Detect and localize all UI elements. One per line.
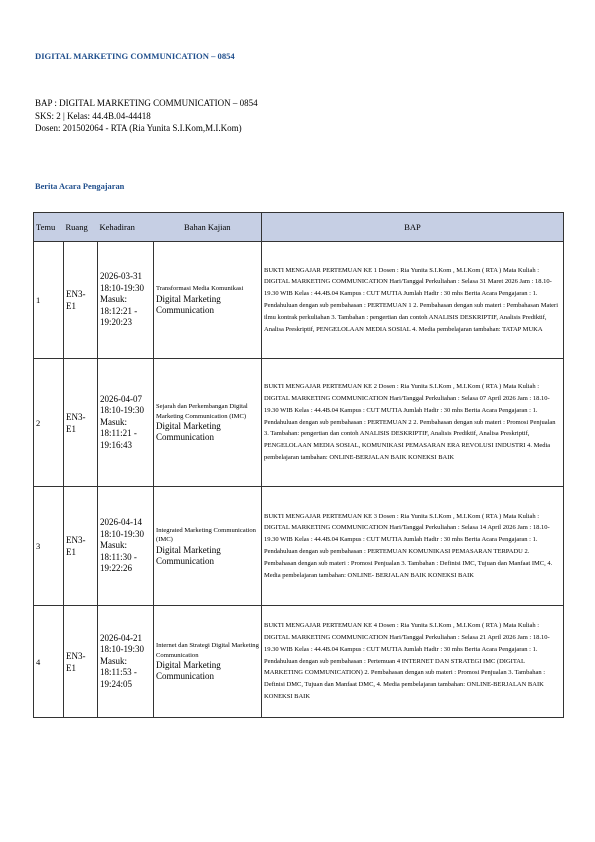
mata-kuliah: Digital Marketing Communication: [156, 421, 221, 442]
dosen-line: Dosen: 201502064 - RTA (Ria Yunita S.I.Kom,M.I.Kom): [35, 123, 242, 133]
temu-cell: 2: [34, 359, 64, 487]
mata-kuliah: Digital Marketing Communication: [156, 660, 221, 681]
topik: Integrated Marketing Communication (IMC): [156, 526, 256, 543]
ruang-cell: EN3-E1: [64, 606, 98, 718]
header-kehadiran: Kehadiran: [98, 213, 154, 242]
topik: Internet dan Strategi Digital Marketing Communication: [156, 642, 259, 659]
bahan-kajian-cell: [154, 487, 262, 606]
keluar-time: 19:20:23: [100, 317, 133, 328]
header-bap: BAP: [262, 213, 564, 242]
jam: 18:10-19:30: [100, 644, 144, 655]
jam: 18:10-19:30: [100, 405, 144, 416]
course-meta: [35, 97, 258, 135]
kehadiran-cell: [98, 606, 154, 718]
bap-cell: BUKTI MENGAJAR PERTEMUAN KE 2 Dosen : Ria Yunita S.I.Kom , M.I.Kom ( RTA ) Mata Kuliah : DIGITAL MARKETING COMMUNICATION Hari/Tanggal Perkuliahan : Selasa 07 April 2026 Jam : 18.10-19.30 WIB Kelas : 44.4B.04 Kampus : CUT MUTIA Jumlah Hadir : 30 mhs Berita Acara Pengajaran : 1. Pendahuluan dengan sub pembahasan : PERTEMUAN 2 2. Pembahasan dengan sub materi : Promosi Penjualan 3. Tambahan: pengertian dan contoh ANALISIS DESKRIPTIF, Analisis Prediktif, Analisa Preskriptif, PENGELOLAAN MEDIA SOSIAL, KOMUNIKASI PEMASARAN ERA REVOLUSI INDUSTRI 4. Media pembelajaran tambahan: ONLINE-BERJALAN BAIK KONEKSI BAIK: [262, 359, 564, 487]
header-temu: Temu: [34, 213, 64, 242]
kehadiran-cell: [98, 487, 154, 606]
ruang-cell: EN3-E1: [64, 487, 98, 606]
masuk-time: 18:11:21 -: [100, 428, 137, 439]
masuk-label: Masuk:: [100, 294, 127, 305]
bap-line: BAP : DIGITAL MARKETING COMMUNICATION – 0854: [35, 98, 258, 108]
masuk-label: Masuk:: [100, 655, 127, 666]
tanggal: 2026-04-07: [100, 393, 142, 404]
bap-table: [33, 212, 564, 718]
table-row: [34, 487, 564, 606]
tanggal: 2026-04-14: [100, 517, 142, 528]
kehadiran-cell: [98, 359, 154, 487]
ruang-cell: EN3-E1: [64, 359, 98, 487]
topik: Sejarah dan Perkembangan Digital Marketing Communication (IMC): [156, 403, 248, 420]
mata-kuliah: Digital Marketing Communication: [156, 293, 221, 315]
tanggal: 2026-04-21: [100, 632, 142, 643]
ruang-cell: EN3-E1: [64, 242, 98, 359]
table-row: [34, 242, 564, 359]
kehadiran-cell: [98, 242, 154, 359]
tanggal: 2026-03-31: [100, 271, 142, 282]
masuk-time: 18:11:30 -: [100, 551, 137, 562]
section-title: Berita Acara Pengajaran: [35, 182, 125, 191]
keluar-time: 19:16:43: [100, 439, 133, 450]
bahan-kajian-cell: [154, 359, 262, 487]
table-header-row: [34, 213, 564, 242]
sks-line: SKS: 2 | Kelas: 44.4B.04-44418: [35, 110, 151, 121]
bap-cell: BUKTI MENGAJAR PERTEMUAN KE 1 Dosen : Ria Yunita S.I.Kom , M.I.Kom ( RTA ) Mata Kuliah : DIGITAL MARKETING COMMUNICATION Hari/Tanggal Perkuliahan : Selasa 31 Maret 2026 Jam : 18.10-19.30 WIB Kelas : 44.4B.04 Kampus : CUT MUTIA Jumlah Hadir : 30 mhs Berita Acara Pengajaran : 1. Pendahuluan dengan sub pembahasan : PERTEMUAN 1 2. Pembahasan dengan sub materi : Pembahasan Materi ilmu kontrak perkuliahan 3. Tambahan : pengertian dan contoh ANALISIS DESKRIPTIF, Analisis Prediktif, Analisa Preskriptif, PENGELOLAAN MEDIA SOSIAL 4. Media pembelajaran tambahan: TATAP MUKA: [262, 242, 564, 359]
header-ruang: Ruang: [64, 213, 98, 242]
masuk-label: Masuk:: [100, 540, 127, 551]
temu-cell: 3: [34, 487, 64, 606]
bahan-kajian-cell: [154, 242, 262, 359]
document-title: DIGITAL MARKETING COMMUNICATION – 0854: [35, 51, 235, 61]
temu-cell: 4: [34, 606, 64, 718]
bap-cell: BUKTI MENGAJAR PERTEMUAN KE 3 Dosen : Ria Yunita S.I.Kom , M.I.Kom ( RTA ) Mata Kuliah : DIGITAL MARKETING COMMUNICATION Hari/Tanggal Perkuliahan : Selasa 14 April 2026 Jam : 18.10-19.30 WIB Kelas : 44.4B.04 Kampus : CUT MUTIA Jumlah Hadir : 30 mhs Berita Acara Pengajaran : 1. Pendahuluan dengan sub pembahasan : PERTEMUAN KOMUNIKASI PEMASARAN TERPADU 2. Pembahasan dengan sub materi : Promosi Penjualan 3. Tambahan : Definisi IMC, Tujuan dan Manfaat IMC, 4. Media pembelajaran tambahan: ONLINE- BERJALAN BAIK KONEKSI BAIK: [262, 487, 564, 606]
masuk-time: 18:12:21 -: [100, 305, 138, 316]
masuk-label: Masuk:: [100, 416, 127, 427]
keluar-time: 19:24:05: [100, 678, 133, 689]
table-row: [34, 359, 564, 487]
jam: 18:10-19:30: [100, 282, 144, 293]
bap-cell: BUKTI MENGAJAR PERTEMUAN KE 4 Dosen : Ria Yunita S.I.Kom , M.I.Kom ( RTA ) Mata Kuliah : DIGITAL MARKETING COMMUNICATION Hari/Tanggal Perkuliahan : Selasa 21 April 2026 Jam : 18.10-19.30 WIB Kelas : 44.4B.04 Kampus : CUT MUTIA Jumlah Hadir : 30 mhs Berita Acara Pengajaran : 1. Pendahuluan dengan sub pembahasan : Pertemuan 4 INTERNET DAN STRATEGI IMC (DIGITAL MARKETING COMMUNICATION) 2. Pembahasan dengan sub materi : Promosi Penjualan 3. Tambahan : Definisi DMC, Tujuan dan Manfaat DMC, 4. Media pembelajaran tambahan: ONLINE-BERJALAN BAIK KONEKSI BAIK: [262, 606, 564, 718]
mata-kuliah: Digital Marketing Communication: [156, 544, 221, 566]
topik: Transformasi Media Komunikasi: [156, 285, 244, 293]
table-row: [34, 606, 564, 718]
header-bahan-kajian: Bahan Kajian: [154, 213, 262, 242]
jam: 18:10-19:30: [100, 528, 144, 539]
keluar-time: 19:22:26: [100, 563, 133, 574]
temu-cell: 1: [34, 242, 64, 359]
bahan-kajian-cell: [154, 606, 262, 718]
masuk-time: 18:11:53 -: [100, 667, 137, 678]
